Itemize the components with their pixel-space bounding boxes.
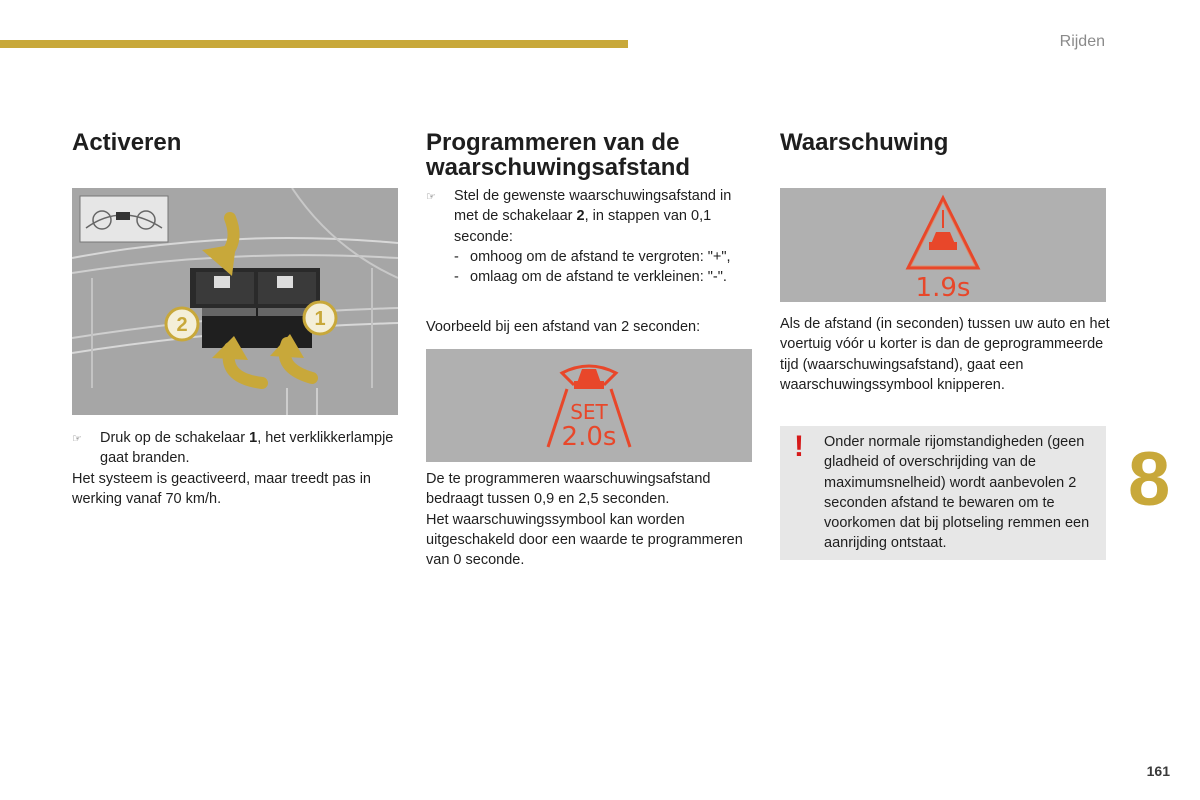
callout-1: 1 (314, 308, 326, 330)
chapter-number: 8 (1128, 437, 1171, 522)
heading-waarschuwing: Waarschuwing (780, 129, 949, 156)
warning-value: 1.9s (915, 273, 971, 302)
col2-instructions (426, 186, 756, 287)
page-number: 161 (1146, 763, 1170, 779)
col3-warning-description: Als de afstand (in seconden) tussen uw auto en het voertuig vóór u korter is dan de geprogrammeerde tijd (waarschuwingsafstand), gaat een waarschuwingssymbool knipperen. (780, 316, 1110, 393)
dashboard-switch-icon (72, 188, 398, 415)
activation-note: Het systeem is geactiveerd, maar treedt pas in werking vanaf 70 km/h. (72, 470, 371, 507)
example-caption: Voorbeeld bij een afstand van 2 seconden: (426, 319, 701, 335)
hand-pointer-icon: ☞ (72, 433, 82, 445)
set-label: SET (570, 400, 608, 424)
col1-body (72, 428, 398, 509)
sub-item-decrease: - omlaag om de afstand te verkleinen: "-". (454, 269, 727, 286)
callout-2: 2 (176, 314, 188, 336)
heading-programmeren: Programmeren van de waarschuwingsafstand (426, 129, 691, 181)
bullet-item (426, 186, 756, 247)
warning-note-text: Onder normale rijomstandigheden (geen gladheid of overschrijding van de maximumsnelheid) wordt aanbevolen 2 seconden afstand te bewaren om te voorkomen dat bij plotseling remmen een aanrijding ontstaat. (824, 434, 1090, 552)
sub-item-increase: - omhoog om de afstand te vergroten: "+", (454, 248, 731, 265)
bullet-text: Druk op de schakelaar 1, het verklikkerlampje gaat branden. (100, 430, 394, 467)
heading-activeren: Activeren (72, 129, 182, 156)
col2-range-note: De te programmeren waarschuwingsafstand bedraagt tussen 0,9 en 2,5 seconden. Het waarschuwingssymbool kan worden uitgeschakeld door een waarde te programmeren van 0 seconde. (426, 471, 743, 569)
car-warning-icon (426, 349, 752, 462)
warning-note-box (780, 426, 1106, 560)
header-accent-bar (0, 40, 628, 48)
dashboard-switch-illustration (72, 188, 398, 415)
section-title: Rijden (1059, 33, 1105, 50)
car-warning-triangle-icon (780, 188, 1106, 302)
exclamation-icon: ! (794, 430, 804, 463)
bullet-text: Stel de gewenste waarschuwingsafstand in met de schakelaar 2, in stappen van 0,1 seconde: (454, 188, 732, 245)
set-value: 2.0s (561, 422, 617, 452)
bullet-item (72, 428, 398, 469)
set-display-illustration (426, 349, 752, 462)
hand-pointer-icon: ☞ (426, 191, 436, 203)
warning-display-illustration (780, 188, 1106, 302)
